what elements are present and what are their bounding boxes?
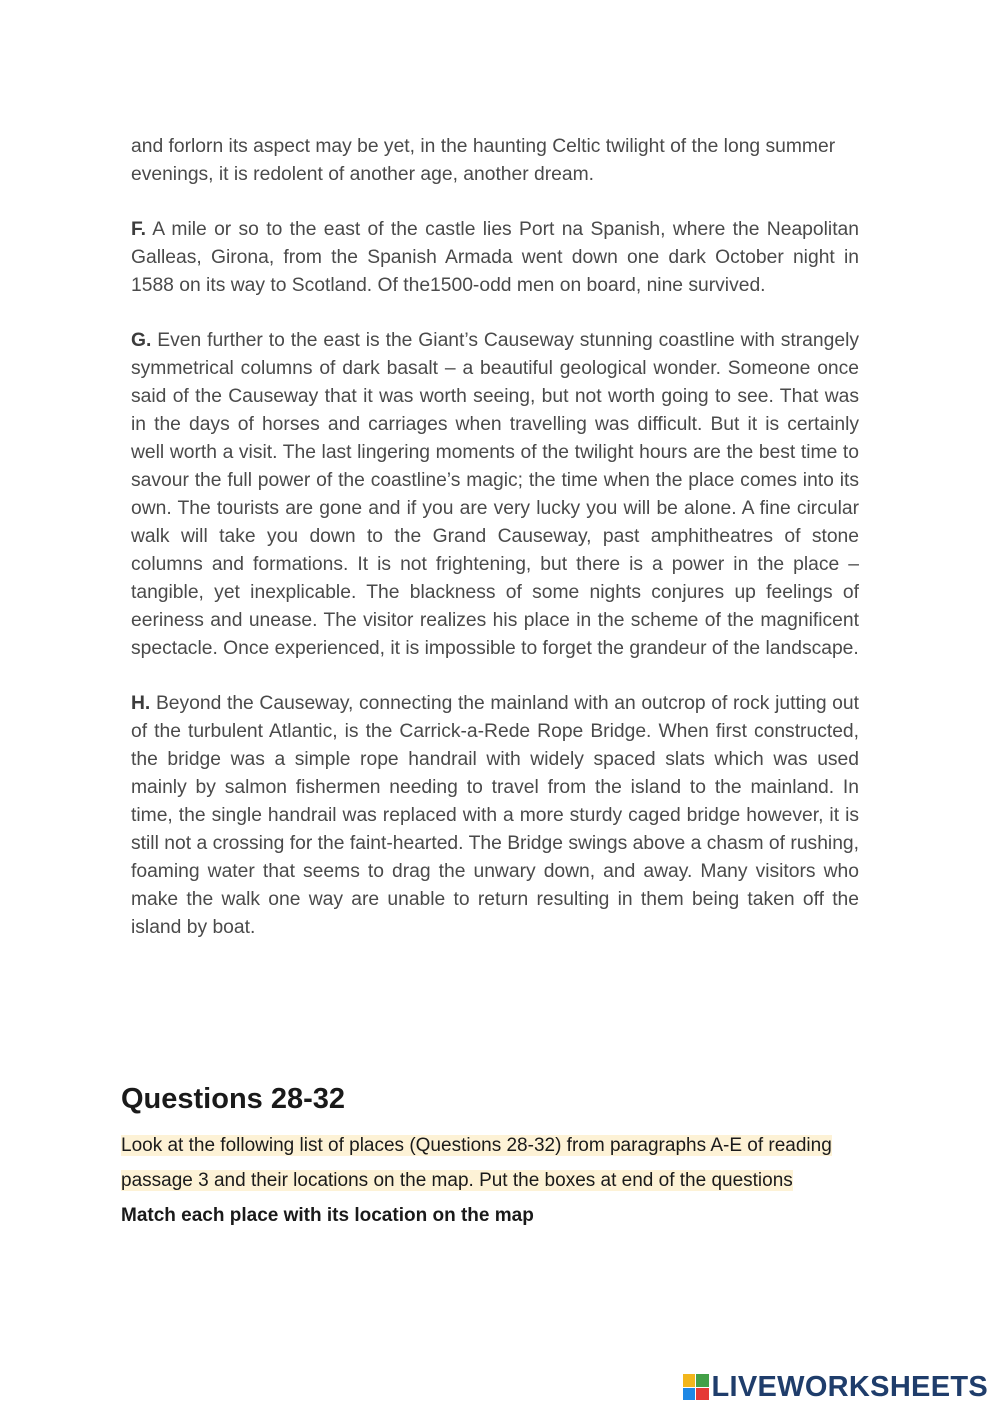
paragraph-g-text: Even further to the east is the Giant’s Causeway stunning coastline with strangely symmetrical columns of dark basalt – a beautiful geological wonder. Someone once said of the Causeway that it was worth seeing, but not worth going to see. That was in the days of horses and carriages when travelling was difficult. But it is certainly well worth a visit. The last lingering moments of the twilight hours are the best time to savour the full power of the coastline’s magic; the time when the place comes into its own. The tourists are gone and if you are very lucky you will be alone. A fine circular walk will take you down to the Grand Causeway, past amphitheatres of stone columns and formations. It is not frightening, but there is a power in the place – tangible, yet inexplicable. The blackness of some nights conjures up feelings of eeriness and unease. The visitor realizes his place in the scheme of the magnificent spectacle. Once experienced, it is impossible to forget the grandeur of the landscape. <box>131 330 860 659</box>
logo-square-3 <box>683 1388 696 1401</box>
liveworksheets-brand[interactable] <box>683 1372 989 1402</box>
paragraph-h-letter: H. <box>131 693 151 714</box>
reading-passage <box>131 133 859 969</box>
paragraph-f-text: A mile or so to the east of the castle lies Port na Spanish, where the Neapolitan Galleas, Girona, from the Spanish Armada went down one dark October night in 1588 on its way to Scotland. Of the1500-odd men on board, nine survived. <box>131 219 859 296</box>
brand-name: LIVEWORKSHEETS <box>711 1371 988 1403</box>
logo-square-2 <box>696 1374 709 1387</box>
logo-square-4 <box>696 1388 709 1401</box>
paragraph-h-text: Beyond the Causeway, connecting the mainland with an outcrop of rock jutting out of the turbulent Atlantic, is the Carrick-a-Rede Rope Bridge. When first constructed, the bridge was a simple rope handrail with widely spaced slats which was used mainly by salmon fishermen needing to travel from the island to the mainland. In time, the single handrail was replaced with a more sturdy caged bridge however, it is still not a crossing for the faint-hearted. The Bridge swings above a chasm of rushing, foaming water that seems to drag the unwary down, and away. Many visitors who make the walk one way are unable to return resulting in them being taken off the island by boat. <box>131 693 859 938</box>
questions-section <box>121 1080 891 1233</box>
questions-instruction <box>121 1128 891 1198</box>
liveworksheets-logo-icon <box>683 1374 709 1400</box>
paragraph-f <box>131 216 859 300</box>
logo-square-1 <box>683 1374 696 1387</box>
instruction-line-1: Look at the following list of places (Questions 28-32) from paragraphs A-E of reading <box>121 1135 832 1156</box>
passage-intro <box>131 133 859 189</box>
questions-heading: Questions 28-32 <box>121 1083 346 1115</box>
paragraph-h <box>131 690 859 942</box>
match-instruction: Match each place with its location on the map <box>121 1205 534 1226</box>
paragraph-f-letter: F. <box>131 219 146 240</box>
paragraph-g-letter: G. <box>131 330 152 351</box>
instruction-line-2: passage 3 and their locations on the map. Put the boxes at end of the questions <box>121 1170 793 1191</box>
passage-intro-text: and forlorn its aspect may be yet, in the haunting Celtic twilight of the long summer evenings, it is redolent of another age, another dream. <box>131 136 836 185</box>
paragraph-g <box>131 327 859 663</box>
